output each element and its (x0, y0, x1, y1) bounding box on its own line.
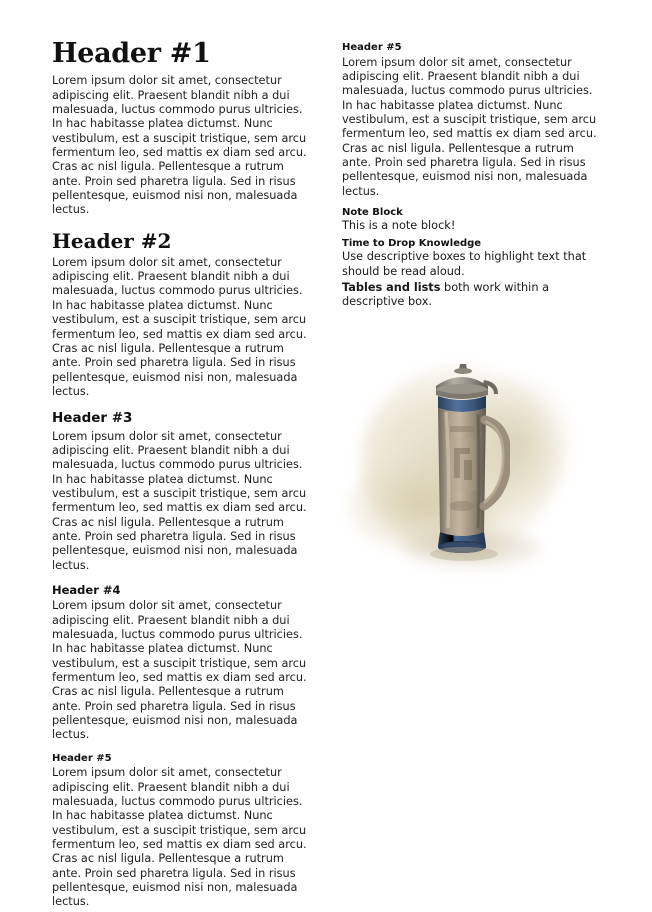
descriptive-box-tail (342, 281, 604, 310)
left-column (52, 40, 314, 912)
two-column-layout (52, 40, 616, 912)
header-4: Header #4 (52, 583, 121, 598)
beer-stein-illustration (342, 338, 604, 598)
descriptive-box-bold-lead: Tables and lists (342, 280, 441, 294)
right-column (342, 40, 604, 598)
descriptive-box-text: Use descriptive boxes to highlight text that should be read aloud. (342, 250, 587, 278)
right-column-paragraph: Lorem ipsum dolor sit amet, consectetur adipiscing elit. Praesent blandit nibh a dui malesuada, luctus commodo purus ultricies. In hac habitasse platea dictumst. Nunc vestibulum, est a suscipit tristique, sem arcu fermentum leo, sed mattis ex diam sed arcu. Cras ac nisl ligula. Pellentesque a rutrum ante. Proin sed pharetra ligula. Sed in risus pellentesque, euismod nisi non, malesuada lectus. (342, 55, 597, 198)
paragraph-1: Lorem ipsum dolor sit amet, consectetur adipiscing elit. Praesent blandit nibh a dui malesuada, luctus commodo purus ultricies. In hac habitasse platea dictumst. Nunc vestibulum, est a suscipit tristique, sem arcu fermentum leo, sed mattis ex diam sed arcu. Cras ac nisl ligula. Pellentesque a rutrum ante. Proin sed pharetra ligula. Sed in risus pellentesque, euismod nisi non, malesuada lectus. (52, 74, 307, 217)
paragraph-4: Lorem ipsum dolor sit amet, consectetur adipiscing elit. Praesent blandit nibh a dui malesuada, luctus commodo purus ultricies. In hac habitasse platea dictumst. Nunc vestibulum, est a suscipit tristique, sem arcu fermentum leo, sed mattis ex diam sed arcu. Cras ac nisl ligula. Pellentesque a rutrum ante. Proin sed pharetra ligula. Sed in risus pellentesque, euismod nisi non, malesuada lectus. (52, 599, 307, 742)
descriptive-box-title: Time to Drop Knowledge (342, 238, 482, 250)
paragraph-5: Lorem ipsum dolor sit amet, consectetur adipiscing elit. Praesent blandit nibh a dui malesuada, luctus commodo purus ultricies. In hac habitasse platea dictumst. Nunc vestibulum, est a suscipit tristique, sem arcu fermentum leo, sed mattis ex diam sed arcu. Cras ac nisl ligula. Pellentesque a rutrum ante. Proin sed pharetra ligula. Sed in risus pellentesque, euismod nisi non, malesuada lectus. (52, 766, 307, 909)
header-5-left: Header #5 (52, 752, 112, 764)
note-block-text: This is a note block! (342, 218, 456, 232)
header-5-right: Header #5 (342, 42, 402, 53)
note-block-title: Note Block (342, 206, 403, 218)
header-3: Header #3 (52, 410, 133, 427)
stein-vector (414, 360, 510, 572)
header-1: Header #1 (52, 38, 211, 69)
header-2: Header #2 (52, 228, 172, 253)
paragraph-2: Lorem ipsum dolor sit amet, consectetur adipiscing elit. Praesent blandit nibh a dui malesuada, luctus commodo purus ultricies. In hac habitasse platea dictumst. Nunc vestibulum, est a suscipit tristique, sem arcu fermentum leo, sed mattis ex diam sed arcu. Cras ac nisl ligula. Pellentesque a rutrum ante. Proin sed pharetra ligula. Sed in risus pellentesque, euismod nisi non, malesuada lectus. (52, 255, 307, 398)
descriptive-box-tail-text: both work within a descriptive box. (342, 280, 549, 309)
paragraph-3: Lorem ipsum dolor sit amet, consectetur adipiscing elit. Praesent blandit nibh a dui malesuada, luctus commodo purus ultricies. In hac habitasse platea dictumst. Nunc vestibulum, est a suscipit tristique, sem arcu fermentum leo, sed mattis ex diam sed arcu. Cras ac nisl ligula. Pellentesque a rutrum ante. Proin sed pharetra ligula. Sed in risus pellentesque, euismod nisi non, malesuada lectus. (52, 429, 307, 572)
